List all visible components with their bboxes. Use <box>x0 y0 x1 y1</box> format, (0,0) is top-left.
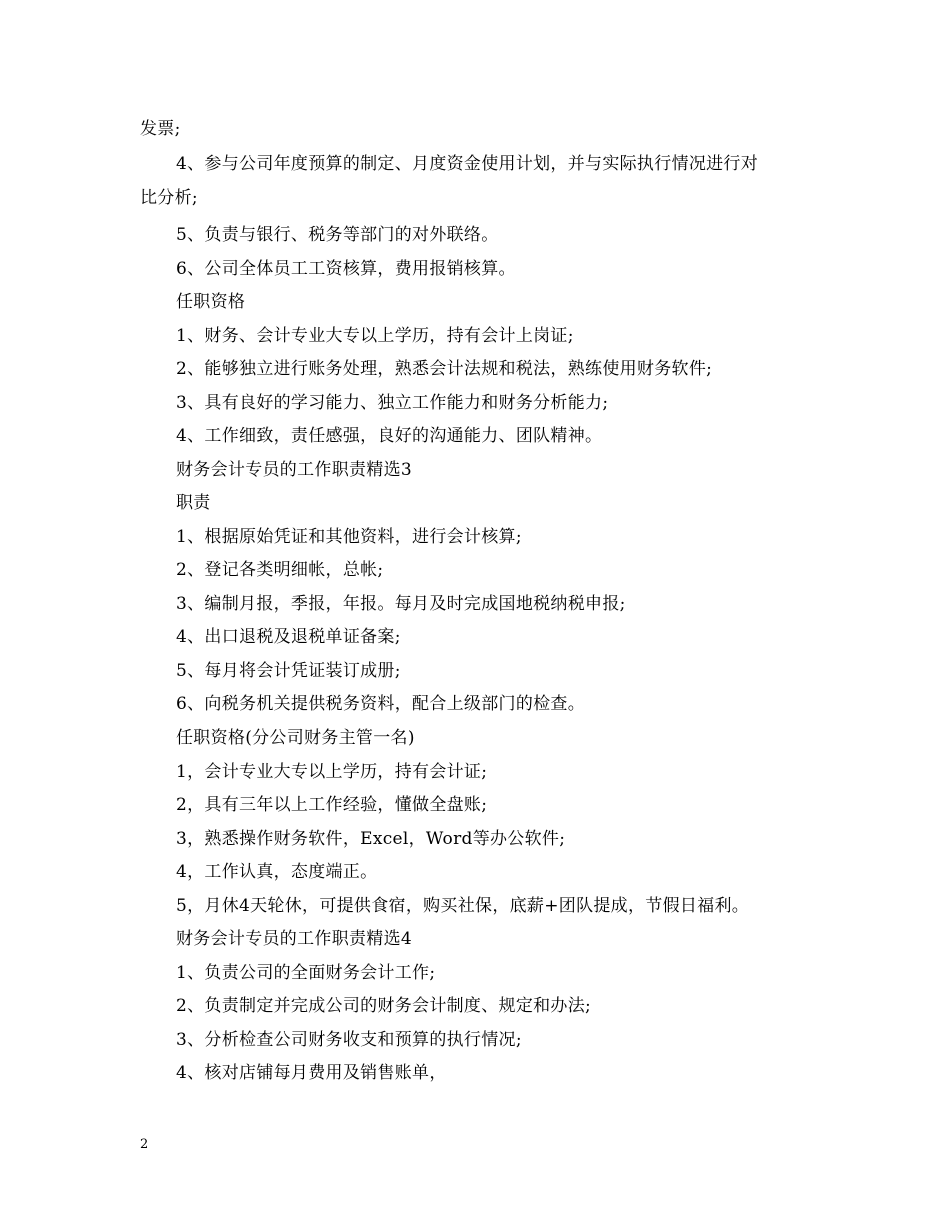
text-line: 比分析; <box>140 188 198 208</box>
text-line: 3、具有良好的学习能力、独立工作能力和财务分析能力; <box>176 393 609 413</box>
text-line: 4、工作细致，责任感强，良好的沟通能力、团队精神。 <box>176 426 603 446</box>
section-title: 财务会计专员的工作职责精选3 <box>176 460 413 480</box>
text-line: 3、编制月报，季报，年报。每月及时完成国地税纳税申报; <box>176 594 626 614</box>
text-line: 1、财务、会计专业大专以上学历，持有会计上岗证; <box>176 326 574 346</box>
text-line: 3、分析检查公司财务收支和预算的执行情况; <box>176 1030 522 1050</box>
page-number: 2 <box>140 1137 149 1152</box>
text-line: 6、公司全体员工工资核算，费用报销核算。 <box>176 259 516 279</box>
text-line: 5、负责与银行、税务等部门的对外联络。 <box>176 225 499 245</box>
text-line: 5，月休4天轮休，可提供食宿，购买社保，底薪+团队提成，节假日福利。 <box>176 896 750 916</box>
text-line: 6、向税务机关提供税务资料，配合上级部门的检查。 <box>176 694 586 714</box>
text-line: 2、登记各类明细帐，总帐; <box>176 560 384 580</box>
text-line: 5、每月将会计凭证装订成册; <box>176 661 401 681</box>
section-heading: 任职资格 <box>176 292 246 312</box>
text-line: 发票; <box>140 119 181 139</box>
text-line: 4、出口退税及退税单证备案; <box>176 627 401 647</box>
text-line: 4、核对店铺每月费用及销售账单， <box>176 1063 447 1083</box>
section-heading: 任职资格(分公司财务主管一名) <box>176 728 415 748</box>
text-line: 1、负责公司的全面财务会计工作; <box>176 963 436 983</box>
section-title: 财务会计专员的工作职责精选4 <box>176 929 413 949</box>
text-line: 2，具有三年以上工作经验，懂做全盘账; <box>176 795 488 815</box>
text-line: 1，会计专业大专以上学历，持有会计证; <box>176 762 488 782</box>
text-line: 2、负责制定并完成公司的财务会计制度、规定和办法; <box>176 996 592 1016</box>
text-line: 4、参与公司年度预算的制定、月度资金使用计划，并与实际执行情况进行对 <box>176 154 759 174</box>
section-heading: 职责 <box>176 493 211 513</box>
text-line: 1、根据原始凭证和其他资料，进行会计核算; <box>176 527 522 547</box>
text-line: 2、能够独立进行账务处理，熟悉会计法规和税法，熟练使用财务软件; <box>176 359 713 379</box>
text-line: 3，熟悉操作财务软件，Excel，Word等办公软件; <box>176 829 566 849</box>
text-line: 4，工作认真，态度端正。 <box>176 862 378 882</box>
